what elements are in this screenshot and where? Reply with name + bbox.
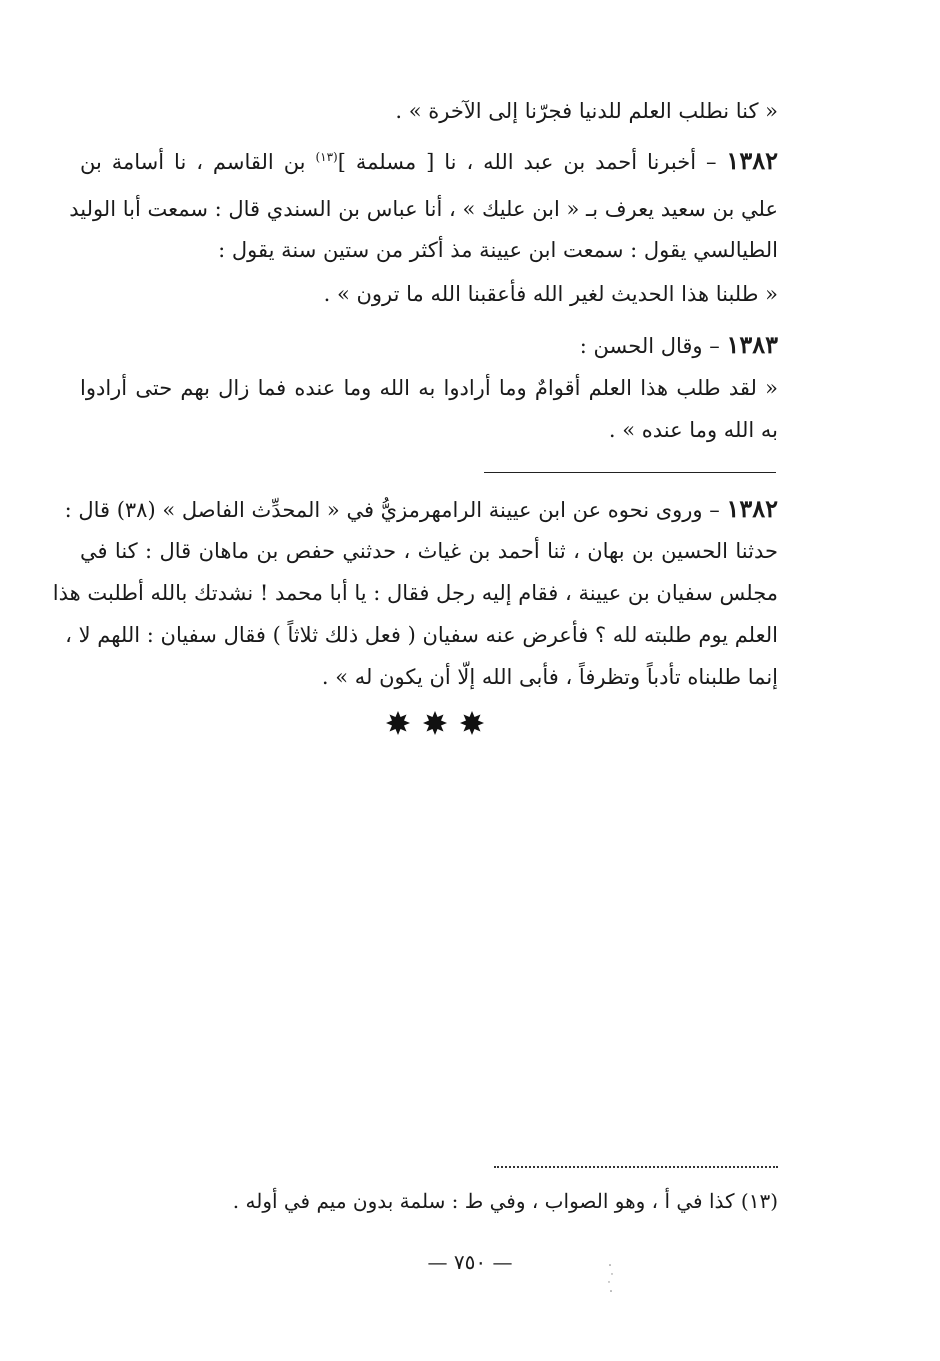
- commentary-line-3: مجلس سفيان بن عيينة ، فقام إليه رجل فقال : يا أبا محمد ! نشدتك بالله أطلبت هذا: [52, 581, 778, 605]
- footnote-marker: (١٣): [315, 150, 338, 164]
- entry-1382-line-2: علي بن سعيد يعرف بـ « ابن عليك » ، أنا عباس بن السندي قال : سمعت أبا الوليد: [69, 197, 778, 221]
- entry-1383-line-3: به الله وما عنده » .: [608, 418, 778, 442]
- commentary-line-4: العلم يوم طلبته لله ؟ فأعرض عنه سفيان ( فعل ذلك ثلاثاً ) فقال سفيان : اللهم لا ،: [65, 623, 778, 647]
- commentary-text: – وروى نحوه عن ابن عيينة الرامهرمزيُّ في « المحدِّث الفاصل » (٣٨) قال :: [64, 498, 720, 522]
- entry-1383-line-1: [78, 330, 778, 361]
- entry-number: ١٣٨٢: [726, 146, 778, 175]
- separator-rule: [484, 472, 776, 473]
- section-ornament: [385, 706, 485, 740]
- page-number: — ٧٥٠ —: [427, 1250, 513, 1274]
- entry-text: – وقال الحسن :: [579, 334, 720, 358]
- entry-1382-line-3: الطيالسي يقول : سمعت ابن عيينة مذ أكثر من ستين سنة يقول :: [218, 238, 778, 262]
- commentary-line-2: حدثنا الحسين بن بهان ، ثنا أحمد بن غياث ، حدثني حفص بن ماهان قال : كنا في: [80, 539, 778, 563]
- star-ornament-icon: [385, 710, 411, 736]
- quote-line: « كنا نطلب العلم للدنيا فجرّنا إلى الآخرة » .: [395, 99, 778, 123]
- scan-specks: [600, 1260, 620, 1300]
- entry-text: – أخبرنا أحمد بن عبد الله ، نا [ مسلمة ]: [337, 150, 717, 174]
- commentary-line-5: إنما طلبناه تأدباً وتظرفاً ، فأبى الله إلّا أن يكون له » .: [321, 665, 778, 689]
- entry-1382-line-1: [80, 146, 778, 177]
- entry-text-tail: بن القاسم ، نا أسامة بن: [80, 150, 316, 174]
- commentary-number: ١٣٨٢: [726, 494, 778, 523]
- entry-1382-line-4: « طلبنا هذا الحديث لغير الله فأعقبنا الله ما ترون » .: [323, 282, 778, 306]
- star-ornament-icon: [422, 710, 448, 736]
- footnote-separator: [494, 1166, 778, 1168]
- star-ornament-icon: [459, 710, 485, 736]
- footnote-text: (١٣) كذا في أ ، وهو الصواب ، وفي ط : سلمة بدون ميم في أوله .: [232, 1189, 778, 1213]
- entry-number: ١٣٨٣: [726, 330, 778, 359]
- commentary-line-1: [64, 494, 778, 525]
- entry-1383-line-2: « لقد طلب هذا العلم أقوامٌ وما أرادوا به الله وما عنده فما زال بهم حتى أرادوا: [80, 376, 778, 400]
